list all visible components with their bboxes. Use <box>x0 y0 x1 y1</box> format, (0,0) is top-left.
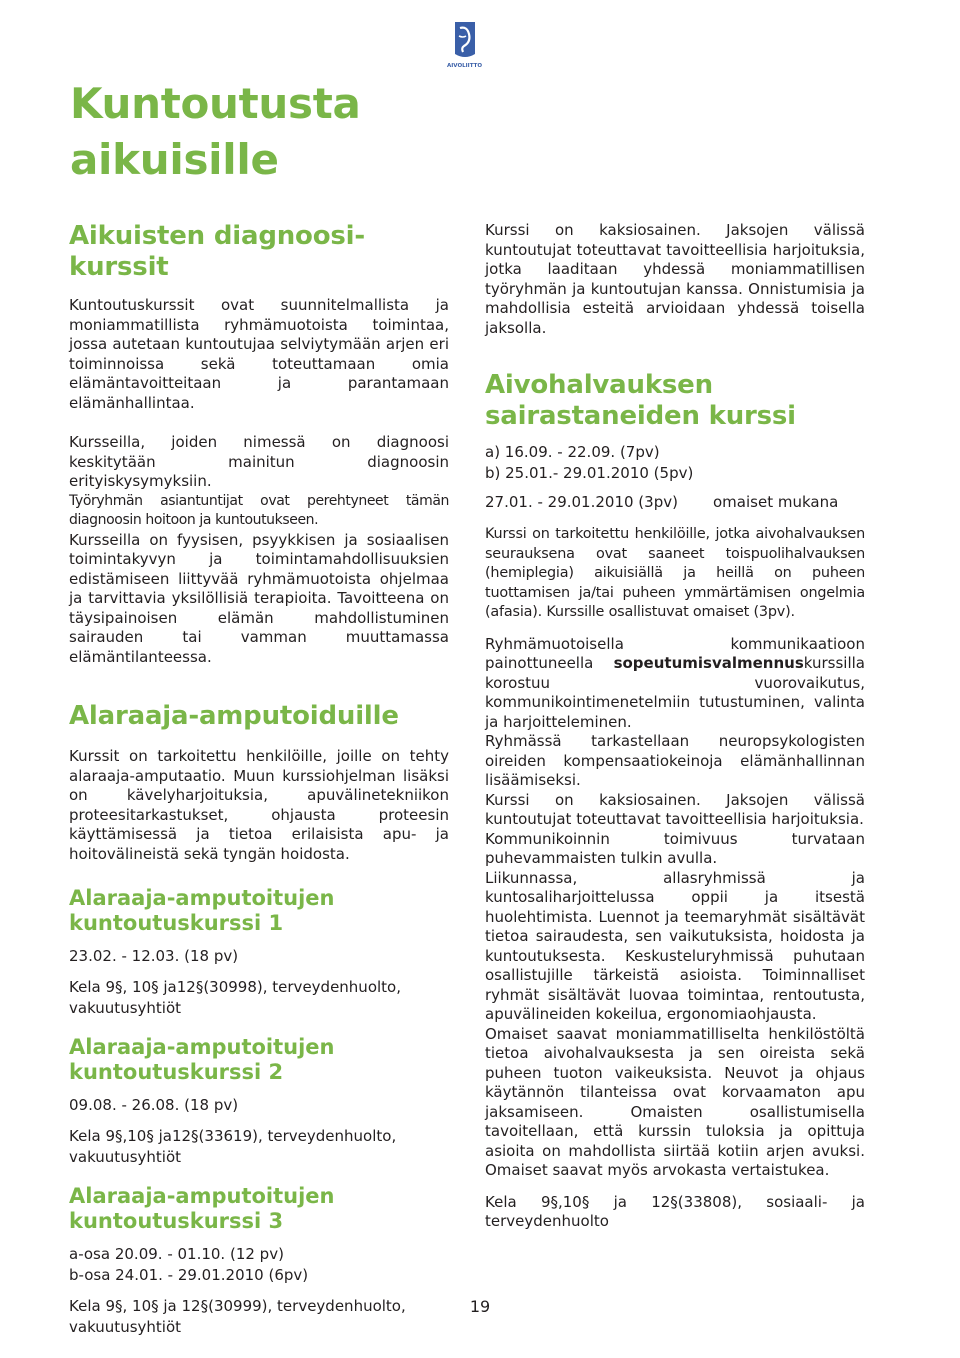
section-heading-diagnoosikurssit <box>69 221 449 283</box>
paragraph: Kurssit on tarkoitettu henkilöille, joille on tehty alaraaja-amputaatio. Muun kurssiohjelman lisäksi on kävelyharjoituksia, apuvälinetekniikon proteesitarkastukset, ohjausta proteesin käyttämisessä ja tietoa erilaisista apu- ja hoitovälineistä sekä tyngän hoidosta. <box>69 747 449 863</box>
paragraph: Liikunnassa, allasryhmissä ja kuntosaliharjoittelussa oppii ja itsestä huolehtimista. Luennot ja teemaryhmät sisältävät tietoa sairaudesta, sen vaikutuksista, hoidosta ja kuntoutuksesta. Keskusteluryhmissä puhutaan osallistujille tärkeistä asioista. Toiminnalliset ryhmät sisältävät luovaa toimintaa, rentoutusta, apuvälineiden kokeilua, ergonomiaohjausta. <box>485 868 865 1023</box>
aivoliitto-logo <box>446 20 483 70</box>
paragraph: Kommunikoinnin toimivuus turvataan puhevammaisten tulkin avulla. <box>485 829 865 867</box>
date-note: omaiset mukana <box>713 493 839 511</box>
date-part-a: a) 16.09. - 22.09. (7pv) <box>485 443 660 461</box>
course-dates <box>485 442 865 484</box>
paragraph: Kurssi on kaksiosainen. Jaksojen välissä kuntoutujat toteuttavat tavoitteellisia harjoituksia. <box>485 790 865 828</box>
funding-info: Kela 9§,10§ ja 12§(33808), sosiaali- ja terveydenhuolto <box>485 1192 865 1230</box>
funding-info <box>69 1126 449 1168</box>
heading-line: Alaraaja-amputoitujen <box>69 1184 335 1208</box>
heading-line: Alaraaja-amputoitujen <box>69 886 335 910</box>
heading-line: sairastaneiden kurssi <box>485 401 796 431</box>
course-part-b: b-osa 24.01. - 29.01.2010 (6pv) <box>69 1266 309 1284</box>
paragraph: Kuntoutuskurssit ovat suunnitelmallista ja moniammatillista ryhmämuotoista toimintaa, jossa autetaan kuntoutujaa selviytymään arjen eri toiminnoissa sekä toteuttamaan omia elämäntavoitteitaan ja parantamaan elämänhallintaa. <box>69 296 449 412</box>
funding-info <box>69 977 449 1019</box>
paragraph: Omaiset saavat moniammatilliselta henkilöstöltä tietoa aivohalvauksesta ja sen oireista sekä puheen tuoton vaikeuksista. Neuvot ja ohjaus käytännön tilanteissa ovat korvaamaton apu jaksamiseen. Omaisten osallistumisella tavoitellaan, että kurssin tuloksia ja opittuja asioita on mahdollista siirtää kotiin arjen avuksi. Omaiset saavat myös arvokasta vertaistukea. <box>485 1024 865 1179</box>
heading-line: Aivohalvauksen <box>485 370 713 400</box>
left-column <box>69 221 449 1338</box>
paragraph: Kursseilla on fyysisen, psyykkisen ja sosiaalisen toimintakyvyn ja toimintamahdollisuuksien edistämiseen liittyvää ryhmämuotoista ohjelmaa ja tarvittavia yksilöllisiä terapioita. Tavoitteena on täysipainoisen elämän mahdollistuminen sairauden tai vamman muuttamassa elämäntilanteessa. <box>69 530 449 666</box>
heading-line: kuntoutuskurssi 2 <box>69 1060 284 1084</box>
course-heading-2 <box>69 1035 449 1085</box>
text-run: kurssilla korostuu vuorovaikutus, kommunikointimenetelmiin tutustuminen, valinta ja harjoitteleminen. <box>485 654 865 731</box>
funding-line: vakuutusyhtiöt <box>69 1148 182 1166</box>
course-heading-1 <box>69 886 449 936</box>
course-heading-3 <box>69 1184 449 1234</box>
page-title-line2: aikuisille <box>70 135 279 184</box>
section-heading-aivohalvaus <box>485 370 865 432</box>
paragraph: Kurssi on tarkoitettu henkilöille, jotka aivohalvauksen seurauksena ovat saaneet toispuolihalvauksen (hemiplegia) aikuisiällä ja heillä on puheen tuottamisen ja/tai puheen ymmärtämisen ongelmia (afasia). Kurssille osallistuvat omaiset (3pv). <box>485 526 865 620</box>
funding-line: vakuutusyhtiöt <box>69 999 182 1017</box>
funding-line: vakuutusyhtiöt <box>69 1318 182 1336</box>
paragraph: Ryhmässä tarkastellaan neuropsykologisten oireiden kompensaatiokeinoja elämänhallinnan lisäämiseksi. <box>485 732 865 789</box>
course-dates <box>69 1244 449 1286</box>
paragraph: Kurssi on kaksiosainen. Jaksojen välissä kuntoutujat toteuttavat tavoitteellisia harjoituksia, jotka laaditaan yhdessä moniammatillisen työryhmän ja kuntoutujan kanssa. Onnistumisia ja mahdollisia esteitä arvioidaan yhdessä toisella jaksolla. <box>485 221 865 337</box>
funding-line: Kela 9§, 10§ ja12§(30998), terveydenhuolto, <box>69 978 401 996</box>
paragraph: Kursseilla, joiden nimessä on diagnoosi keskitytään mainitun diagnoosin erityiskysymyksiin. <box>69 433 449 490</box>
heading-line: kuntoutuskurssi 1 <box>69 911 284 935</box>
heading-line: kurssit <box>69 252 169 282</box>
heading-line: Aikuisten diagnoosi- <box>69 221 365 251</box>
aivoliitto-logo-mark <box>446 20 483 70</box>
course-dates: 09.08. - 26.08. (18 pv) <box>69 1096 239 1114</box>
text-run: Ryhmämuotoisella kommunikaatioon painottuneella <box>485 634 865 672</box>
section-heading-alaraaja-amputoiduille: Alaraaja-amputoiduille <box>69 701 399 731</box>
paragraph: Työryhmän asiantuntijat ovat perehtyneet tämän diagnoosin hoitoon ja kuntoutukseen. <box>69 492 449 528</box>
paragraph <box>485 635 865 733</box>
logo-text: AIVOLIITTO <box>446 63 483 69</box>
heading-line: Alaraaja-amputoitujen <box>69 1035 335 1059</box>
page-title <box>70 76 361 188</box>
page-number: 19 <box>469 1297 491 1316</box>
page-title-line1: Kuntoutusta <box>70 79 361 128</box>
family-dates <box>485 492 865 513</box>
date-part-c: 27.01. - 29.01.2010 (3pv) <box>485 493 678 511</box>
heading-line: kuntoutuskurssi 3 <box>69 1209 284 1233</box>
right-column <box>485 221 865 1232</box>
funding-line: Kela 9§, 10§ ja 12§(30999), terveydenhuolto, <box>69 1297 406 1315</box>
date-part-b: b) 25.01.- 29.01.2010 (5pv) <box>485 464 694 482</box>
course-dates: 23.02. - 12.03. (18 pv) <box>69 947 239 965</box>
course-part-a: a-osa 20.09. - 01.10. (12 pv) <box>69 1245 284 1263</box>
funding-line: Kela 9§,10§ ja12§(33619), terveydenhuolto, <box>69 1127 397 1145</box>
bold-keyword: sopeutumisvalmennus <box>613 654 804 672</box>
